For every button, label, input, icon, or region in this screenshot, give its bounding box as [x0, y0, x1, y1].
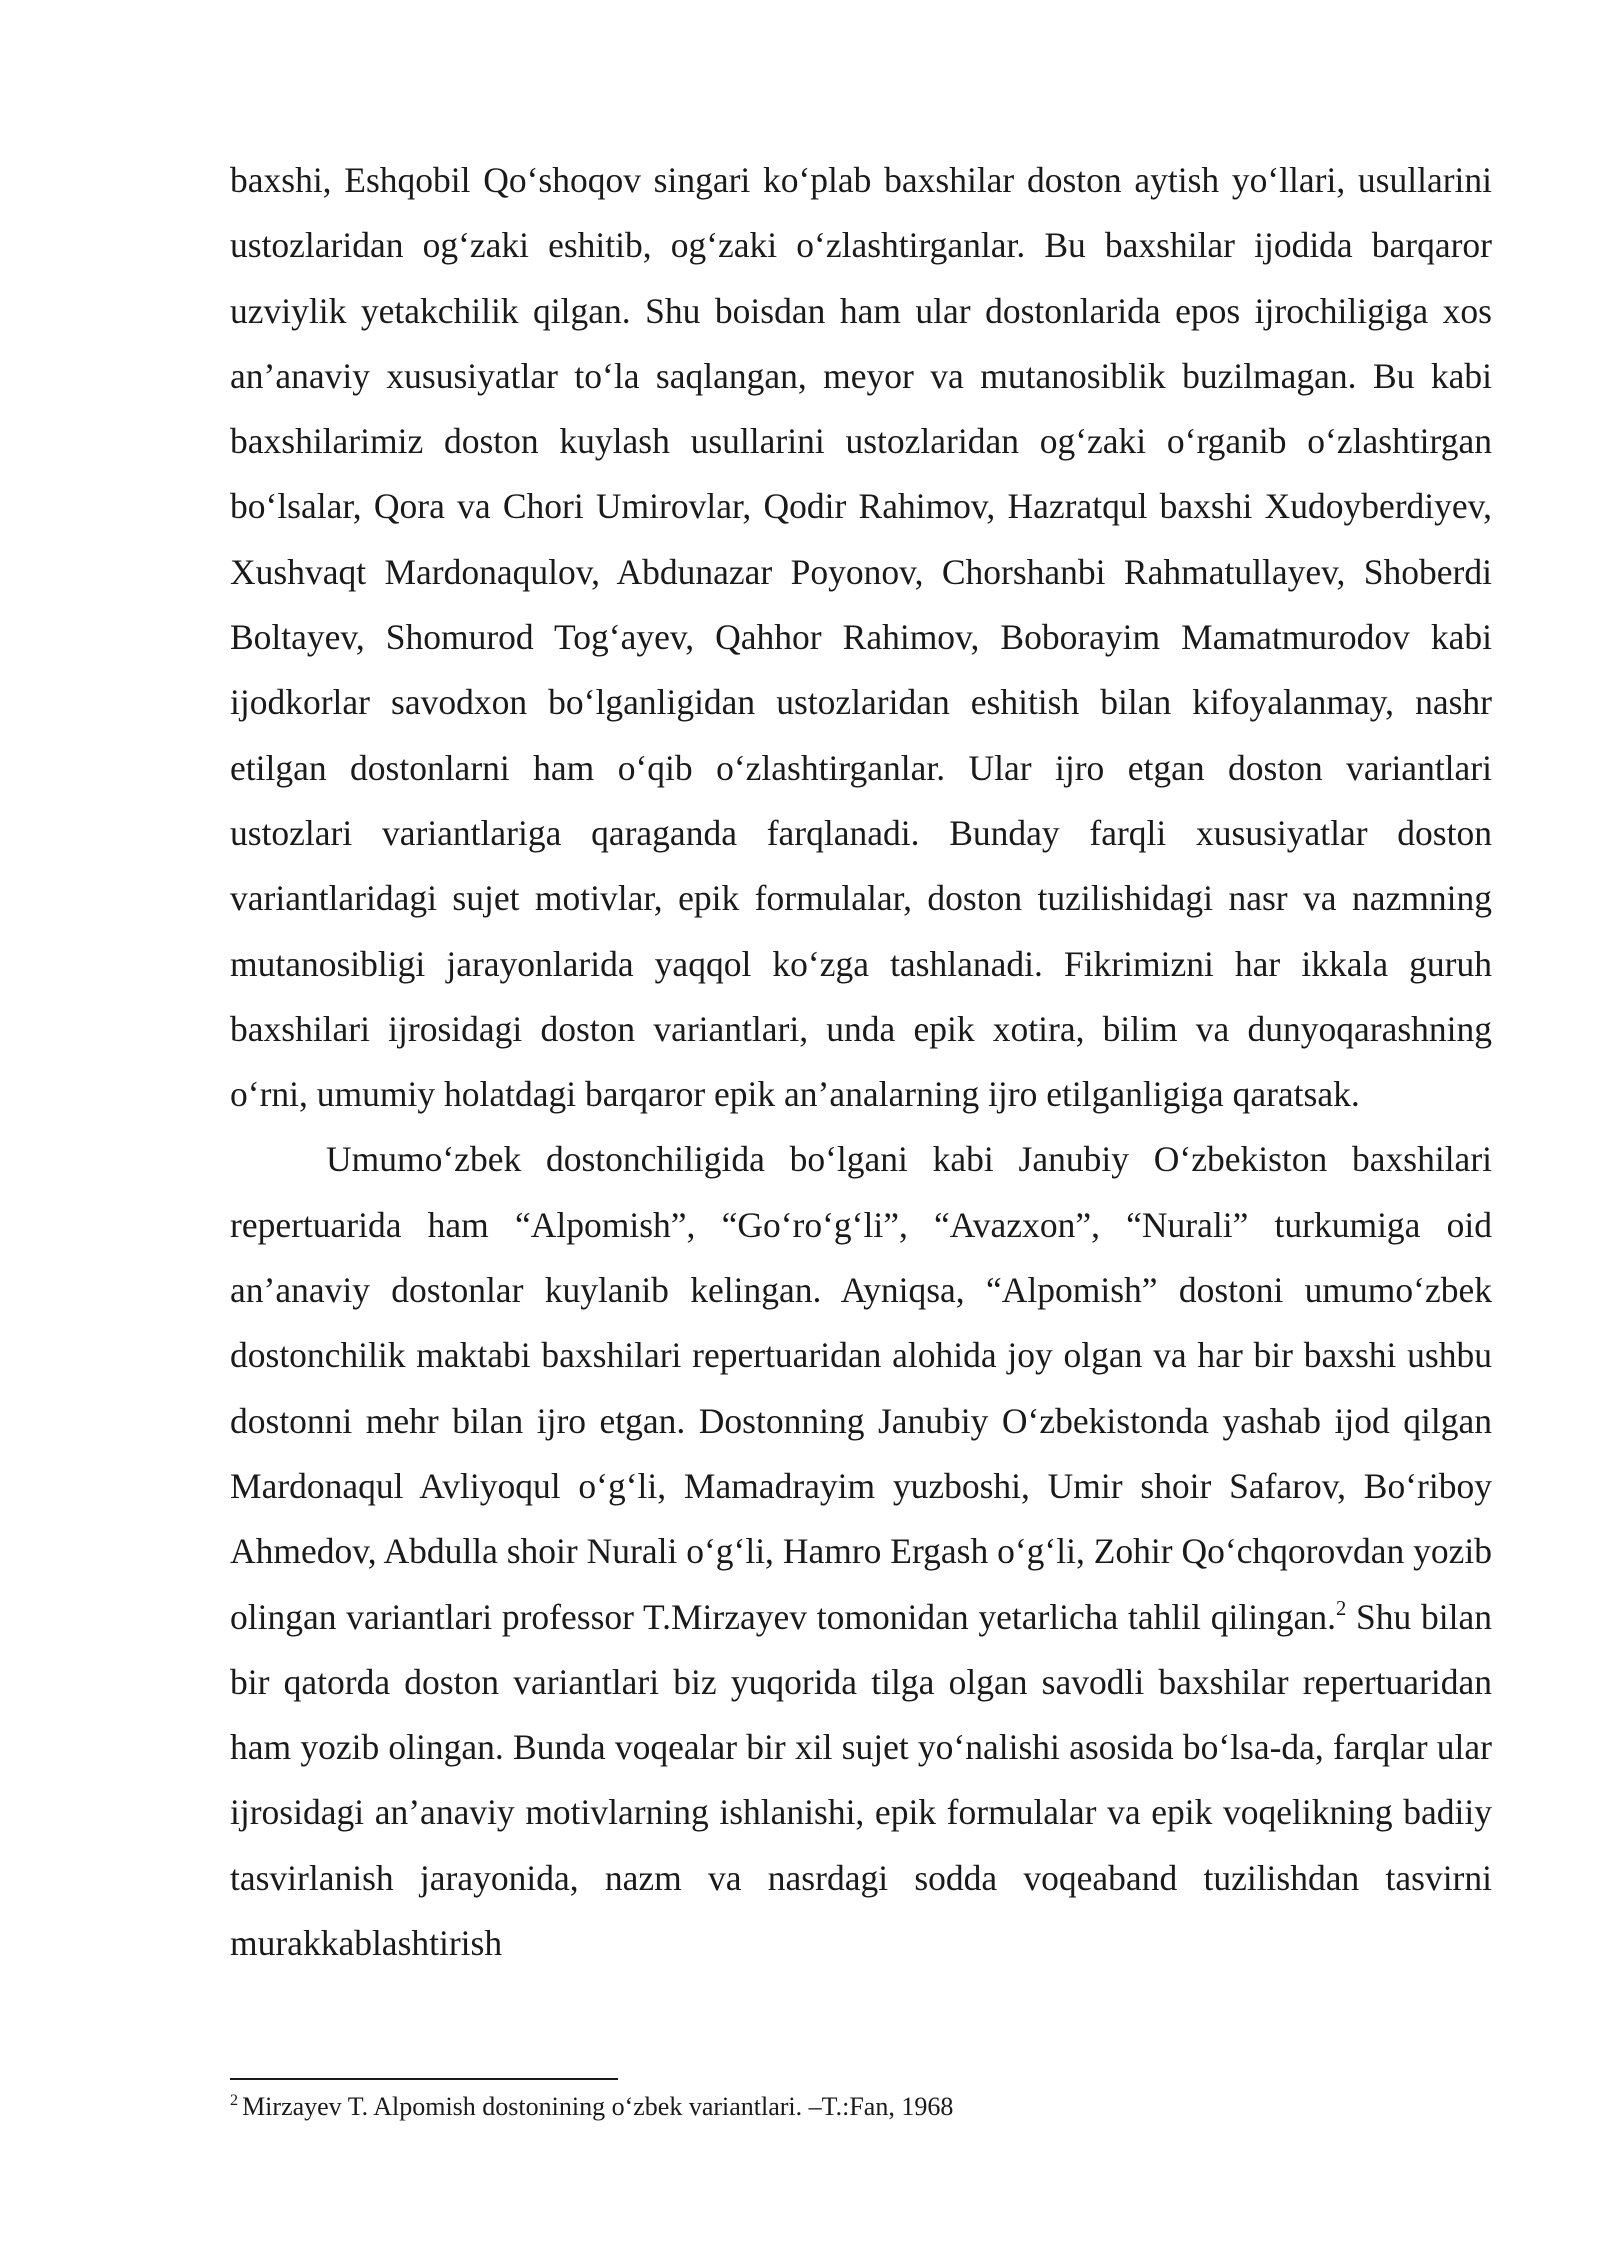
paragraph-1-text: baxshi, Eshqobil Qo‘shoqov singari ko‘plab baxshilar doston aytish yo‘llari, usullarini ustozlaridan og‘zaki eshitib, og‘zaki o‘zlashtirganlar. Bu baxshilar ijodida barqaror uzviylik yetakchilik qilgan. Shu boisdan ham ular dostonlarida epos ijrochiligiga xos an’anaviy xususiyatlar to‘la saqlangan, meyor va mutanosiblik buzilmagan. Bu kabi baxshilarimiz doston kuylash usullarini ustozlaridan og‘zaki o‘rganib o‘zlashtirgan bo‘lsalar, Qora va Chori Umirovlar, Qodir Rahimov, Hazratqul baxshi Xudoyberdiyev, Xushvaqt Mardonaqulov, Abdunazar Poyonov, Chorshanbi Rahmatullayev, Shoberdi Boltayev, Shomurod Tog‘ayev, Qahhor Rahimov, Boborayim Mamatmurodov kabi ijodkorlar savodxon bo‘lganligidan ustozlaridan eshitish bilan kifoyalanmay, nashr etilgan dostonlarni ham o‘qib o‘zlashtirganlar. Ular ijro etgan doston variantlari ustozlari variantlariga qaraganda farqlanadi. Bunday farqli xususiyatlar doston variantlaridagi sujet motivlar, epik formulalar, doston tuzilishidagi nasr va nazmning mutanosibligi jarayonlarida yaqqol ko‘zga tashlanadi. Fikrimizni har ikkala guruh baxshilari ijrosidagi doston variantlari, unda epik xotira, bilim va dunyoqarashning o‘rni, umumiy holatdagi barqaror epik an’analarning ijro etilganligiga qaratsak. — [230, 160, 1492, 1115]
paragraph-1 — [230, 148, 1492, 1127]
footnote-reference[interactable]: 2 — [1335, 1597, 1347, 1620]
paragraph-2-text-after: Shu bilan bir qatorda doston variantlari biz yuqorida tilga olgan savodli baxshilar repertuaridan ham yozib olingan. Bunda voqealar bir xil sujet yo‘nalishi asosida bo‘lsa-da, farqlar ular ijrosidagi an’anaviy motivlarning ishlanishi, epik formulalar va epik voqelikning badiiy tasvirlanish jarayonida, nazm va nasrdagi sodda voqeaband tuzilishdan tasvirni murakkablashtirish — [230, 1596, 1492, 1964]
paragraph-2 — [230, 1127, 1492, 1976]
footnote-number: 2 — [230, 2092, 239, 2110]
main-text — [230, 148, 1492, 1976]
paragraph-2-text-before: Umumo‘zbek dostonchiligida bo‘lgani kabi Janubiy O‘zbekiston baxshilari repertuarida ham “Alpomish”, “Go‘ro‘g‘li”, “Avazxon”, “Nurali” turkumiga oid an’anaviy dostonlar kuylanib kelingan. Ayniqsa, “Alpomish” dostoni umumo‘zbek dostonchilik maktabi baxshilari repertuaridan alohida joy olgan va har bir baxshi ushbu dostonni mehr bilan ijro etgan. Dostonning Janubiy O‘zbekistonda yashab ijod qilgan Mardonaqul Avliyoqul o‘g‘li, Mamadrayim yuzboshi, Umir shoir Safarov, Bo‘riboy Ahmedov, Abdulla shoir Nurali o‘g‘li, Hamro Ergash o‘g‘li, Zohir Qo‘chqorovdan yozib olingan variantlari professor T.Mirzayev tomonidan yetarlicha tahlil qilingan. — [230, 1139, 1492, 1637]
footnote — [230, 2090, 1492, 2124]
footnote-separator — [230, 2078, 618, 2080]
footnote-text: Mirzayev T. Alpomish dostonining o‘zbek variantlari. –T.:Fan, 1968 — [242, 2092, 954, 2121]
